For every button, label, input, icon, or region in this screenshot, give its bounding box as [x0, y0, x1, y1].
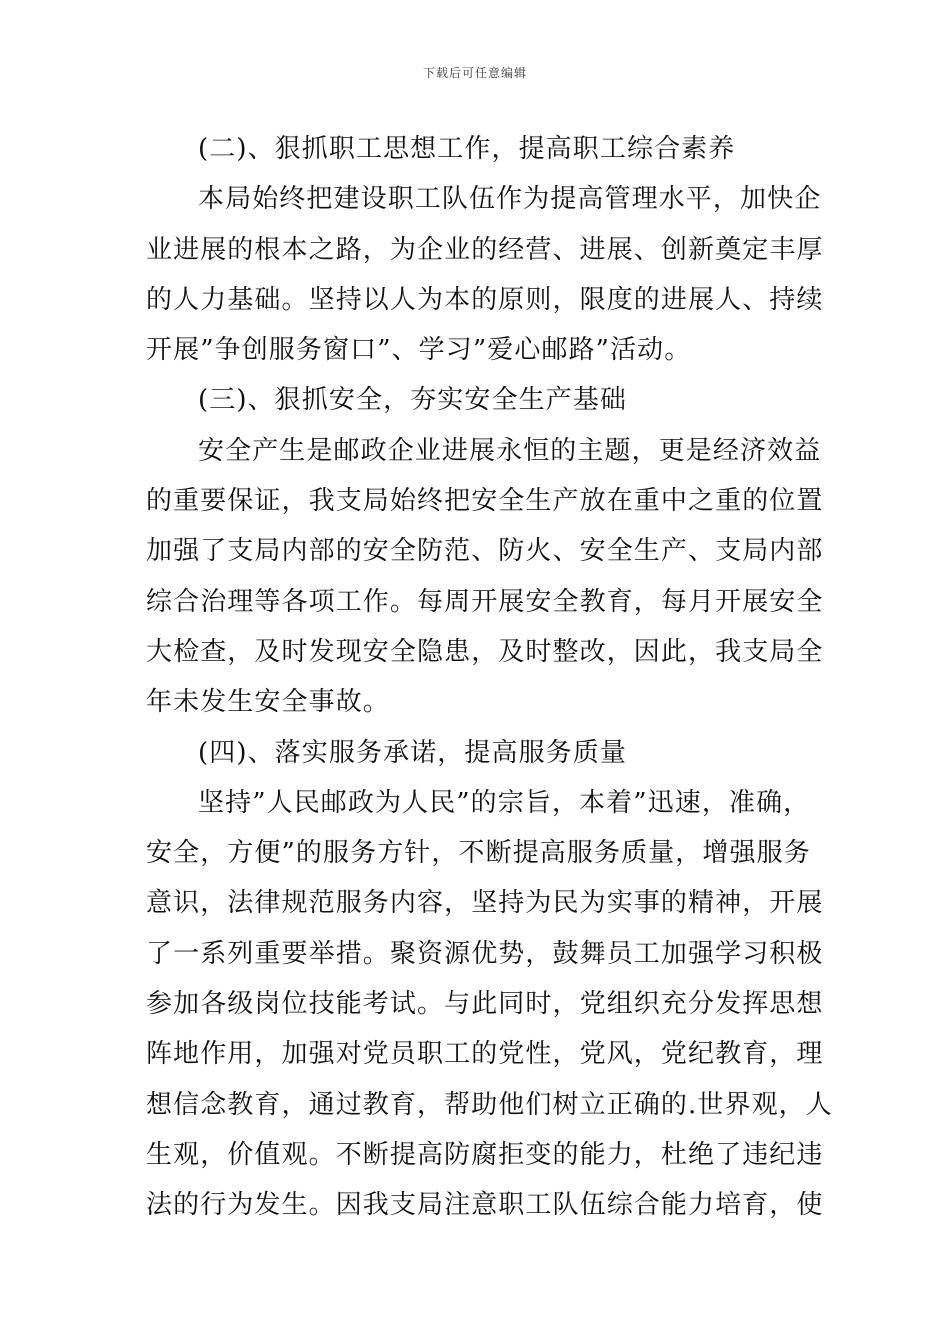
text-line: 了一系列重要举措。聚资源优势，鼓舞员工加强学习积极: [146, 938, 824, 969]
text-line: 参加各级岗位技能考试。与此同时，党组织充分发挥思想: [146, 989, 824, 1020]
text-line: 大检查，及时发现安全隐患，及时整改，因此，我支局全: [146, 636, 824, 667]
text-line: 阵地作用，加强对党员职工的党性，党风，党纪教育，理: [146, 1039, 824, 1070]
text-line: (二)、狠抓职工思想工作，提高职工综合素养: [198, 134, 736, 164]
text-line: 开展”争创服务窗口”、学习”爱心邮路”活动。: [146, 335, 692, 366]
text-line: 想信念教育，通过教育，帮助他们树立正确的.世界观，人: [146, 1089, 833, 1120]
text-line: (四)、落实服务承诺，提高服务质量: [198, 737, 627, 768]
text-line: 的人力基础。坚持以人为本的原则，限度的进展人、持续: [146, 284, 824, 315]
text-line: 综合治理等各项工作。每周开展安全教育，每月开展安全: [146, 586, 824, 617]
text-line: 法的行为发生。因我支局注意职工队伍综合能力培育，使: [146, 1190, 824, 1221]
text-line: 的重要保证，我支局始终把安全生产放在重中之重的位置: [146, 486, 824, 517]
text-line: 加强了支局内部的安全防范、防火、安全生产、支局内部: [146, 536, 824, 567]
page-header-note: 下载后可任意编辑: [422, 66, 527, 80]
text-line: 本局始终把建设职工队伍作为提高管理水平，加快企: [198, 184, 822, 215]
text-line: (三)、狠抓安全，夯实安全生产基础: [198, 385, 627, 416]
text-line: 生观，价值观。不断提高防腐拒变的能力，杜绝了违纪违: [146, 1139, 824, 1170]
text-line: 安全，方便”的服务方针，不断提高服务质量，增强服务: [146, 838, 811, 869]
document-body: [146, 124, 833, 1231]
text-line: 业进展的根本之路，为企业的经营、进展、创新奠定丰厚: [146, 234, 824, 265]
text-line: 坚持”人民邮政为人民”的宗旨，本着”迅速，准确，: [198, 787, 811, 818]
text-line: 安全产生是邮政企业进展永恒的主题，更是经济效益: [198, 435, 822, 466]
text-line: 意识，法律规范服务内容，坚持为民为实事的精神，开展: [146, 888, 824, 919]
text-line: 年未发生安全事故。: [146, 687, 390, 718]
